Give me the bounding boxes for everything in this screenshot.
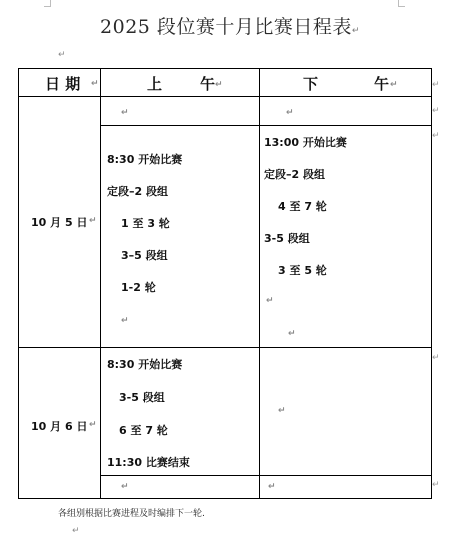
paragraph-mark: ↵ <box>72 526 80 536</box>
day2-afternoon-cell <box>260 348 432 476</box>
schedule-line: 4 至 7 轮 <box>278 200 327 213</box>
header-morning-char2: 午 <box>200 75 216 93</box>
footnote <box>58 506 205 519</box>
table-row <box>19 348 432 476</box>
paragraph-mark: ↵ <box>91 79 99 89</box>
schedule-line: 3-5 段组 <box>119 391 165 404</box>
day2-morning-cell <box>101 348 260 476</box>
paragraph-mark: ↵ <box>288 329 296 339</box>
schedule-line: 3-5 段组 <box>264 232 310 245</box>
schedule-line: 3–5 段组 <box>121 249 168 262</box>
day2-morning-note-cell <box>101 476 260 499</box>
header-afternoon-char2: 午 <box>374 75 390 93</box>
header-afternoon-cell <box>260 69 432 97</box>
schedule-line: 6 至 7 轮 <box>119 424 168 437</box>
paragraph-mark: ↵ <box>351 26 360 36</box>
day1-morning-cell <box>101 126 260 348</box>
schedule-line: 定段–2 段组 <box>107 185 168 198</box>
page-corner-mark-left <box>44 0 51 7</box>
paragraph-mark: ↵ <box>268 482 276 492</box>
schedule-line: 1-2 轮 <box>121 281 156 294</box>
paragraph-mark: ↵ <box>89 216 97 226</box>
day1-morning-note-cell <box>101 97 260 126</box>
header-afternoon-char1: 下 <box>303 75 319 93</box>
row-end-mark: ↵ <box>432 480 440 490</box>
day1-afternoon-cell <box>260 126 432 348</box>
document-title-text: 2025 段位赛十月比赛日程表 <box>100 16 352 38</box>
document-title <box>0 12 460 39</box>
page-corner-mark-right <box>398 0 405 7</box>
paragraph-mark: ↵ <box>121 316 129 326</box>
schedule-line: 13:00 开始比赛 <box>264 136 347 149</box>
header-date-cell <box>19 69 101 97</box>
table-header-row <box>19 69 432 97</box>
schedule-line: 1 至 3 轮 <box>121 217 170 230</box>
paragraph-mark: ↵ <box>390 80 398 90</box>
day1-date: 10 月 5 日 <box>31 216 88 229</box>
table-row <box>19 97 432 126</box>
schedule-line: 11:30 比赛结束 <box>107 456 190 469</box>
schedule-line: 8:30 开始比赛 <box>107 153 183 166</box>
schedule-table <box>18 68 432 499</box>
paragraph-mark: ↵ <box>266 296 274 306</box>
day2-date-cell <box>19 348 101 499</box>
day2-afternoon-note-cell <box>260 476 432 499</box>
row-end-mark: ↵ <box>432 131 440 141</box>
day2-date: 10 月 6 日 <box>31 420 88 433</box>
paragraph-mark: ↵ <box>58 50 66 60</box>
paragraph-mark: ↵ <box>215 80 223 90</box>
header-morning-cell <box>101 69 260 97</box>
row-end-mark: ↵ <box>432 353 440 363</box>
schedule-line: 3 至 5 轮 <box>278 264 327 277</box>
paragraph-mark: ↵ <box>121 108 129 118</box>
paragraph-mark: ↵ <box>89 420 97 430</box>
row-end-mark: ↵ <box>432 106 440 116</box>
paragraph-mark: ↵ <box>278 406 286 416</box>
footnote-text: 各组别根据比赛进程及时编排下一轮. <box>58 509 205 519</box>
schedule-line: 定段–2 段组 <box>264 168 325 181</box>
header-date: 日 期 <box>45 75 81 93</box>
header-morning-char1: 上 <box>147 75 163 93</box>
day1-date-cell <box>19 97 101 348</box>
row-end-mark: ↵ <box>432 80 440 90</box>
schedule-line: 8:30 开始比赛 <box>107 358 183 371</box>
day1-afternoon-note-cell <box>260 97 432 126</box>
paragraph-mark: ↵ <box>286 108 294 118</box>
paragraph-mark: ↵ <box>121 482 129 492</box>
